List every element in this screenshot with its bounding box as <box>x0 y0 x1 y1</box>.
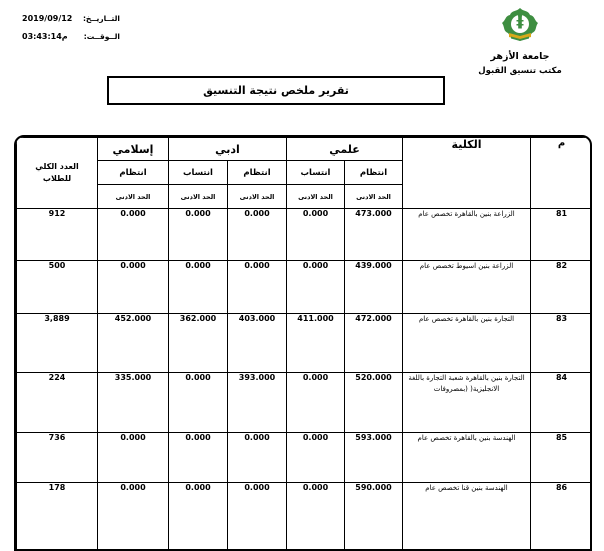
cell-total: 736 <box>17 433 98 483</box>
cell-lit-reg: 0.000 <box>228 433 287 483</box>
cell-sci-reg: 439.000 <box>345 261 403 314</box>
cell-isl-reg: 0.000 <box>98 483 169 551</box>
cell-sci-aff: 0.000 <box>287 483 345 551</box>
cell-sci-aff: 0.000 <box>287 433 345 483</box>
time-label: الــوقــت: <box>84 32 120 41</box>
table-row <box>17 483 593 551</box>
col-header-literary: ادبي <box>169 138 287 161</box>
cell-isl-reg: 0.000 <box>98 433 169 483</box>
cell-lit-aff: 0.000 <box>169 373 228 433</box>
min-label-sci-aff: الحد الادنى <box>287 185 345 209</box>
cell-serial: 85 <box>531 433 592 483</box>
cell-sci-aff: 0.000 <box>287 261 345 314</box>
org-text <box>455 51 585 76</box>
cell-college: الهندسة بنين بالقاهرة تخصص عام <box>403 433 531 483</box>
cell-college: التجارة بنين بالقاهرة شعبة التجارة باللغة الانجليزية( (بمصروفات <box>403 373 531 433</box>
header-row-groups <box>17 138 593 161</box>
col-header-scientific: علمي <box>287 138 403 161</box>
cell-total: 912 <box>17 209 98 261</box>
cell-lit-reg: 403.000 <box>228 314 287 373</box>
subheader-lit-affiliation: انتساب <box>169 161 228 185</box>
date-value: 2019/09/12 <box>22 14 72 23</box>
table-row <box>17 209 593 261</box>
col-header-serial: م <box>531 138 592 209</box>
table-row <box>17 261 593 314</box>
cell-sci-reg: 520.000 <box>345 373 403 433</box>
cell-serial: 82 <box>531 261 592 314</box>
cell-sci-reg: 473.000 <box>345 209 403 261</box>
cell-college: الزراعة بنين اسيوط تخصص عام <box>403 261 531 314</box>
cell-isl-reg: 335.000 <box>98 373 169 433</box>
cell-lit-reg: 0.000 <box>228 261 287 314</box>
table-row <box>17 373 593 433</box>
cell-sci-aff: 0.000 <box>287 209 345 261</box>
cell-lit-aff: 0.000 <box>169 483 228 551</box>
cell-lit-reg: 393.000 <box>228 373 287 433</box>
date-row <box>22 14 120 23</box>
cell-total: 3,889 <box>17 314 98 373</box>
cell-total: 224 <box>17 373 98 433</box>
cell-lit-aff: 0.000 <box>169 261 228 314</box>
col-header-islamic: إسلامي <box>98 138 169 161</box>
cell-serial: 84 <box>531 373 592 433</box>
cell-total: 178 <box>17 483 98 551</box>
report-title: تقرير ملخص نتيجة التنسيق <box>203 84 349 97</box>
cell-college: التجارة بنين بالقاهرة تخصص عام <box>403 314 531 373</box>
time-row <box>22 32 120 41</box>
col-header-college: الكلية <box>403 138 531 209</box>
cell-lit-aff: 0.000 <box>169 433 228 483</box>
table-row <box>17 433 593 483</box>
date-label: التــاريــخ: <box>83 14 120 23</box>
cell-serial: 81 <box>531 209 592 261</box>
cell-sci-aff: 411.000 <box>287 314 345 373</box>
table-row <box>17 314 593 373</box>
cell-isl-reg: 0.000 <box>98 261 169 314</box>
cell-isl-reg: 452.000 <box>98 314 169 373</box>
min-label-sci-reg: الحد الادنى <box>345 185 403 209</box>
university-name: جامعة الأزهر <box>455 51 585 62</box>
cell-serial: 83 <box>531 314 592 373</box>
results-table-frame <box>14 135 592 551</box>
subheader-isl-regular: انتظام <box>98 161 169 185</box>
subheader-sci-affiliation: انتساب <box>287 161 345 185</box>
cell-isl-reg: 0.000 <box>98 209 169 261</box>
cell-sci-reg: 590.000 <box>345 483 403 551</box>
office-name: مكتب تنسيق القبول <box>455 66 585 76</box>
report-title-box <box>107 76 445 105</box>
min-label-lit-reg: الحد الادنى <box>228 185 287 209</box>
results-table <box>16 137 592 551</box>
meta-block <box>22 14 120 50</box>
cell-lit-reg: 0.000 <box>228 209 287 261</box>
min-label-lit-aff: الحد الادنى <box>169 185 228 209</box>
time-value: م03:43:14 <box>22 32 68 41</box>
cell-lit-aff: 362.000 <box>169 314 228 373</box>
subheader-sci-regular: انتظام <box>345 161 403 185</box>
min-label-isl-reg: الحد الادنى <box>98 185 169 209</box>
cell-lit-reg: 0.000 <box>228 483 287 551</box>
cell-lit-aff: 0.000 <box>169 209 228 261</box>
cell-serial: 86 <box>531 483 592 551</box>
cell-total: 500 <box>17 261 98 314</box>
azhar-university-logo-icon <box>501 7 539 49</box>
col-header-total: العدد الكلي للطلاب <box>17 138 98 209</box>
subheader-lit-regular: انتظام <box>228 161 287 185</box>
cell-college: الهندسة بنين قنا تخصص عام <box>403 483 531 551</box>
cell-sci-reg: 593.000 <box>345 433 403 483</box>
cell-sci-aff: 0.000 <box>287 373 345 433</box>
cell-college: الزراعة بنين بالقاهرة تخصص عام <box>403 209 531 261</box>
cell-sci-reg: 472.000 <box>345 314 403 373</box>
